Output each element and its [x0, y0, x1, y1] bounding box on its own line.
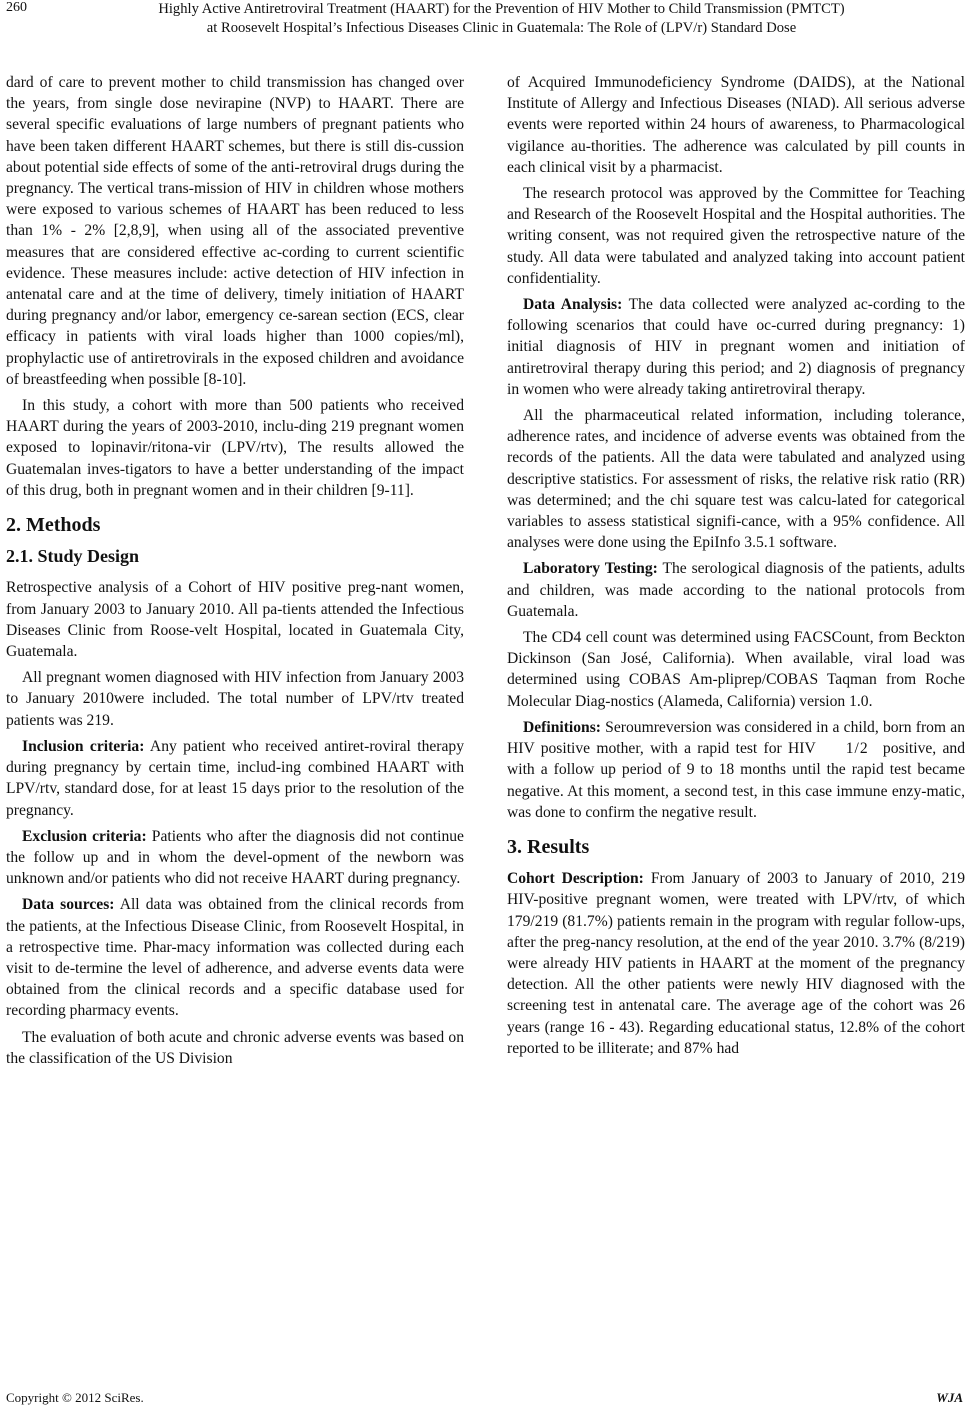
paragraph-lead: Exclusion criteria:: [22, 827, 147, 845]
paragraph: In this study, a cohort with more than 500 patients who received HAART during the years of 2003-2010, inclu-ding 219 pregnant women exposed to lopinavir/ritona-vir (LPV/rtv), The results allowed the Guatemalan inves-tigators to have a better understanding of the impact of this drug, both in pregnant women and in their children [9-11].: [6, 397, 464, 499]
paragraph: The CD4 cell count was determined using FACSCount, from Beckton Dickinson (San José, California). When available, viral load was determined using COBAS Am-pliprep/COBAS Taqman from Roche Molecular Diag-nostics (Alameda, California) version 1.0.: [507, 629, 965, 710]
paragraph: [507, 558, 965, 622]
paragraph-text: All data was obtained from the clinical records from the patients, at the Infectious Disease Clinic, from Roosevelt Hospital, in a retrospective time. Phar-macy information was collected during each visit to de-termine the level of adherence, and adverse events data were obtained from the clinical records and a specific database used for recording pharmacy events.: [6, 896, 464, 1020]
paragraph-text: Seroumreversion was considered in a child, born from an HIV positive mother, with a rapid test for HIV: [507, 718, 965, 758]
page-header: [0, 0, 969, 48]
paragraph: [6, 894, 464, 1021]
paragraph: [6, 826, 464, 890]
running-title-line-1: Highly Active Antiretroviral Treatment (HAART) for the Prevention of HIV Mother to Child Transmission (PMTCT): [158, 1, 845, 17]
paragraph-lead: Data sources:: [22, 896, 115, 914]
paragraph: Retrospective analysis of a Cohort of HIV positive preg-nant women, from January 2003 to January 2010. All pa-tients attended the Infectious Diseases Clinic from Roose-velt Hospital, located in Guatemala City, Guatemala.: [6, 579, 464, 661]
paragraph: [507, 717, 965, 823]
paragraph-text: From January of 2003 to January of 2010, 219 HIV-positive pregnant women, were treated with LPV/rtv, of which 179/219 (81.7%) patients remain in the program with regular follow-ups, after the preg-nancy resolution, at the end of the year 2010. 3.7% (8/219) were already HIV patients in HAART at the moment of the pregnancy detection. All the other patients were newly HIV diagnosed with the screening test in antenatal care. The average age of the cohort was 26 years (range 16 - 43). Regarding educational status, 12.8% of the cohort reported to be illiterate; and 87% had: [507, 870, 966, 1057]
section-heading: 3. Results: [507, 835, 590, 858]
paragraph-text: positive, and with a follow up period of 9 to 18 months until the rapid test became negative. At this moment, a second test, in this case immune enzy-matic, was done to confirm the negative result.: [507, 740, 966, 821]
paragraph-lead: Data Analysis:: [523, 296, 623, 314]
paragraph: All pregnant women diagnosed with HIV infection from January 2003 to January 2010were included. The total number of LPV/rtv treated patients was 219.: [6, 669, 464, 729]
paragraph-text: Any patient who received antiret-roviral therapy during pregnancy by certain time, includ-ing combined HAART with LPV/rtv, standard dose, for at least 15 days prior to the resolution of the pregnancy.: [6, 737, 465, 819]
journal-abbreviation: WJA: [936, 1390, 963, 1405]
paragraph: The research protocol was approved by the Committee for Teaching and Research of the Roosevelt Hospital and the Hospital authorities. The writing consent, was not required given the retrospective nature of the study. All data were tabulated and analyzed taking into account patient confidentiality.: [507, 185, 965, 287]
paragraph: [6, 736, 464, 821]
paragraph: [507, 868, 965, 1059]
running-title: [40, 0, 963, 38]
paragraph-text: The serological diagnosis of the patients, adults and children, was made according to the national protocols from Guatemala.: [507, 560, 965, 620]
paragraph-text: Patients who after the diagnosis did not continue the follow up and in whom the devel-opment of the newborn was unknown and/or patients who did not receive HAART during pregnancy.: [6, 827, 464, 888]
paragraph-lead: Definitions:: [523, 718, 601, 736]
section-heading: 2. Methods: [6, 514, 101, 537]
paragraph: of Acquired Immunodeficiency Syndrome (DAIDS), at the National Institute of Allergy and Infectious Diseases (NIAD). All serious adverse events were reported within 24 hours of awareness, to Pharmacological vigilance au-thorities. The adherence was calculated by pill counts in each clinical visit by a pharmacist.: [507, 74, 965, 176]
paragraph-text: The data collected were analyzed ac-cording to the following scenarios that could have oc-curred during pregnancy: 1) initial diagnosis of HIV in pregnant women and initiation of antiretroviral therapy during this period; and 2) diagnosis of pregnancy in women who were already taking antiretroviral therapy.: [507, 296, 966, 398]
paragraph-lead: Cohort Description:: [507, 870, 644, 888]
fraction: 1/2: [845, 740, 869, 758]
paragraph: The evaluation of both acute and chronic adverse events was based on the classification of the US Division: [6, 1028, 464, 1067]
page-footer: [6, 1390, 963, 1414]
paragraph-lead: Laboratory Testing:: [523, 560, 658, 578]
paragraph: [507, 294, 965, 400]
right-column: [507, 72, 965, 1064]
paragraph: All the pharmaceutical related information, including tolerance, adherence rates, and incidence of adverse events was obtained from the records of the patients. All the data were tabulated and analyzed using descriptive statistics. For assessment of risks, the relative risk ratio (RR) was determined; and the chi square test was calcu-lated for categorical variables to assess statistical signifi-cance, with a 95% confidence. All analyses were done using the EpiInfo 3.5.1 software.: [507, 407, 965, 552]
paragraph: dard of care to prevent mother to child transmission has changed over the years, from single dose nevirapine (NVP) to HAART. There are several specific evaluations of large numbers of pregnant patients who have been taken different HAART schemes, but there is still dis-cussion about potential side effects of some of the anti-retroviral drugs during the pregnancy. The vertical trans-mission of HIV in children whose mothers were exposed to various schemes of HAART has been reduced to less than 1% - 2% [2,8,9], when using all of the associated preventive measures that are considered effective ac-cording to current scientific evidence. These measures include: active detection of HIV infection in antenatal care and at the time of delivery, timely initiation of HAART during pregnancy and/or labor, emergency ce-sarean section (ECS, clear efficacy in patients with viral loads higher than 1000 copies/ml), prophylactic use of antiretrovirals in the exposed children and avoidance of breastfeeding when possible [8-10].: [6, 74, 464, 388]
copyright-notice: Copyright © 2012 SciRes.: [6, 1390, 144, 1405]
page-number: 260: [6, 0, 27, 15]
paragraph-lead: Inclusion criteria:: [22, 737, 145, 755]
left-column: [6, 72, 464, 1074]
subsection-heading: 2.1. Study Design: [6, 546, 140, 567]
running-title-line-2: at Roosevelt Hospital’s Infectious Diseases Clinic in Guatemala: The Role of (LPV/r) Standard Dose: [206, 20, 797, 36]
